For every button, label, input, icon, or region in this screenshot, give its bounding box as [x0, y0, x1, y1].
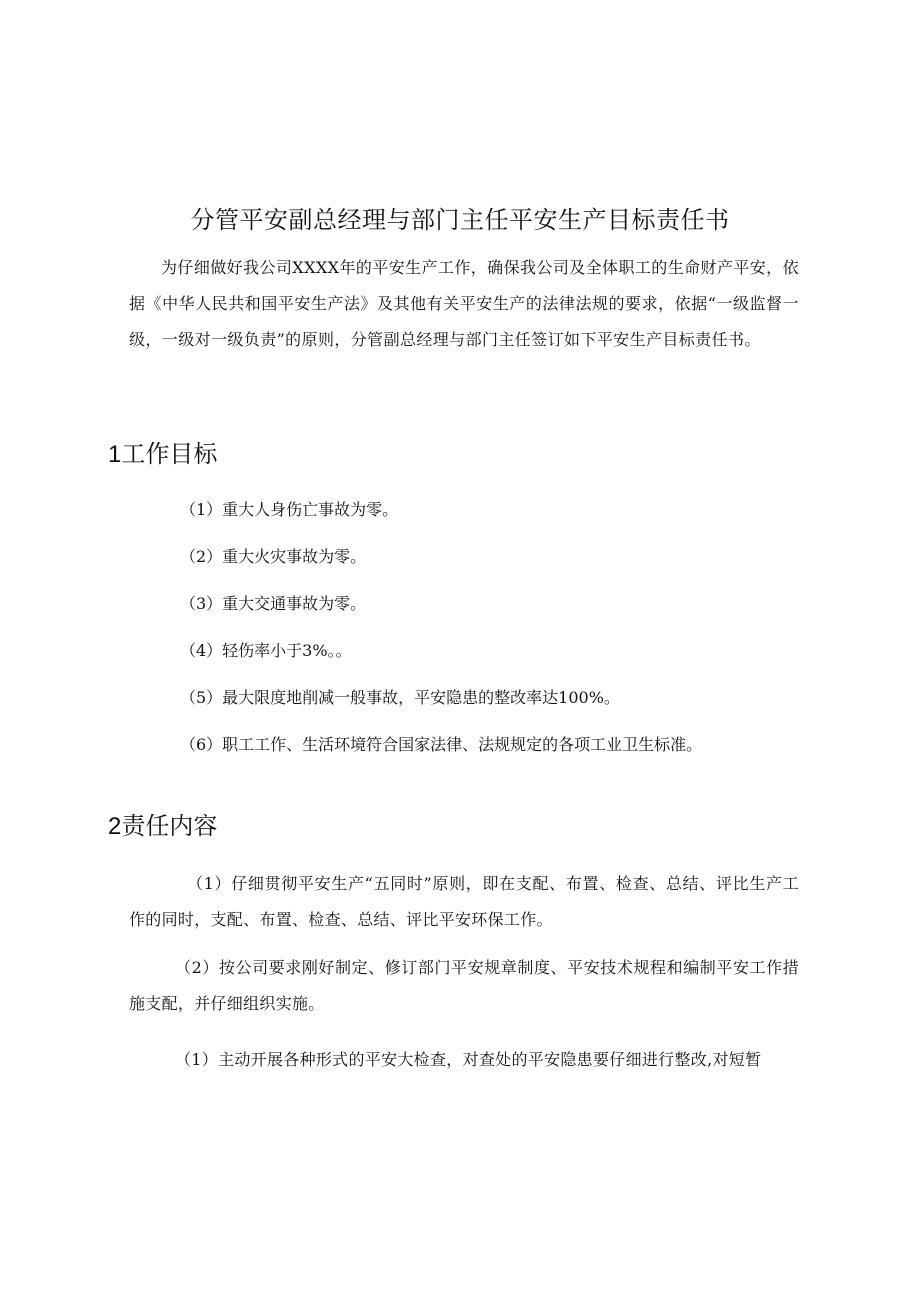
responsibility-paragraph: （1）仔细贯彻平安生产“五同时”原则，即在支配、布置、检查、总结、评比生产工作的同时，支配、布置、检查、总结、评比平安环保工作。 — [129, 874, 799, 929]
section-number: 2 — [108, 813, 122, 840]
goal-item: （2）重大火灾事故为零。 — [180, 547, 367, 566]
section-title: 责任内容 — [121, 812, 218, 840]
goal-item: （3）重大交通事故为零。 — [180, 594, 367, 613]
section-heading-work-goals — [108, 436, 217, 473]
document-title: 分管平安副总经理与部门主任平安生产目标责任书 — [190, 206, 730, 234]
responsibility-paragraph: （2）按公司要求刚好制定、修订部门平安规章制度、平安技术规程和编制平安工作措施支配，并仔细组织实施。 — [129, 958, 799, 1013]
goal-item: （4）轻伤率小于3%。。 — [180, 641, 352, 660]
goal-item: （1）重大人身伤亡事故为零。 — [180, 500, 399, 519]
section-heading-responsibilities — [108, 808, 217, 845]
intro-paragraph: 为仔细做好我公司XXXX年的平安生产工作，确保我公司及全体职工的生命财产平安，依据《中华人民共和国平安生产法》及其他有关平安生产的法律法规的要求，依据“一级监督一级，一级对一级负责”的原则，分管副总经理与部门主任签订如下平安生产目标责任书。 — [129, 258, 799, 349]
section-title: 工作目标 — [121, 440, 218, 468]
responsibility-paragraph: （1）主动开展各种形式的平安大检查，对查处的平安隐患要仔细进行整改,对短暂 — [175, 1050, 762, 1069]
goal-item: （5）最大限度地削减一般事故，平安隐患的整改率达100%。 — [180, 688, 620, 707]
goal-item: （6）职工工作、生活环境符合国家法律、法规规定的各项工业卫生标准。 — [180, 735, 703, 754]
section-number: 1 — [108, 441, 122, 468]
